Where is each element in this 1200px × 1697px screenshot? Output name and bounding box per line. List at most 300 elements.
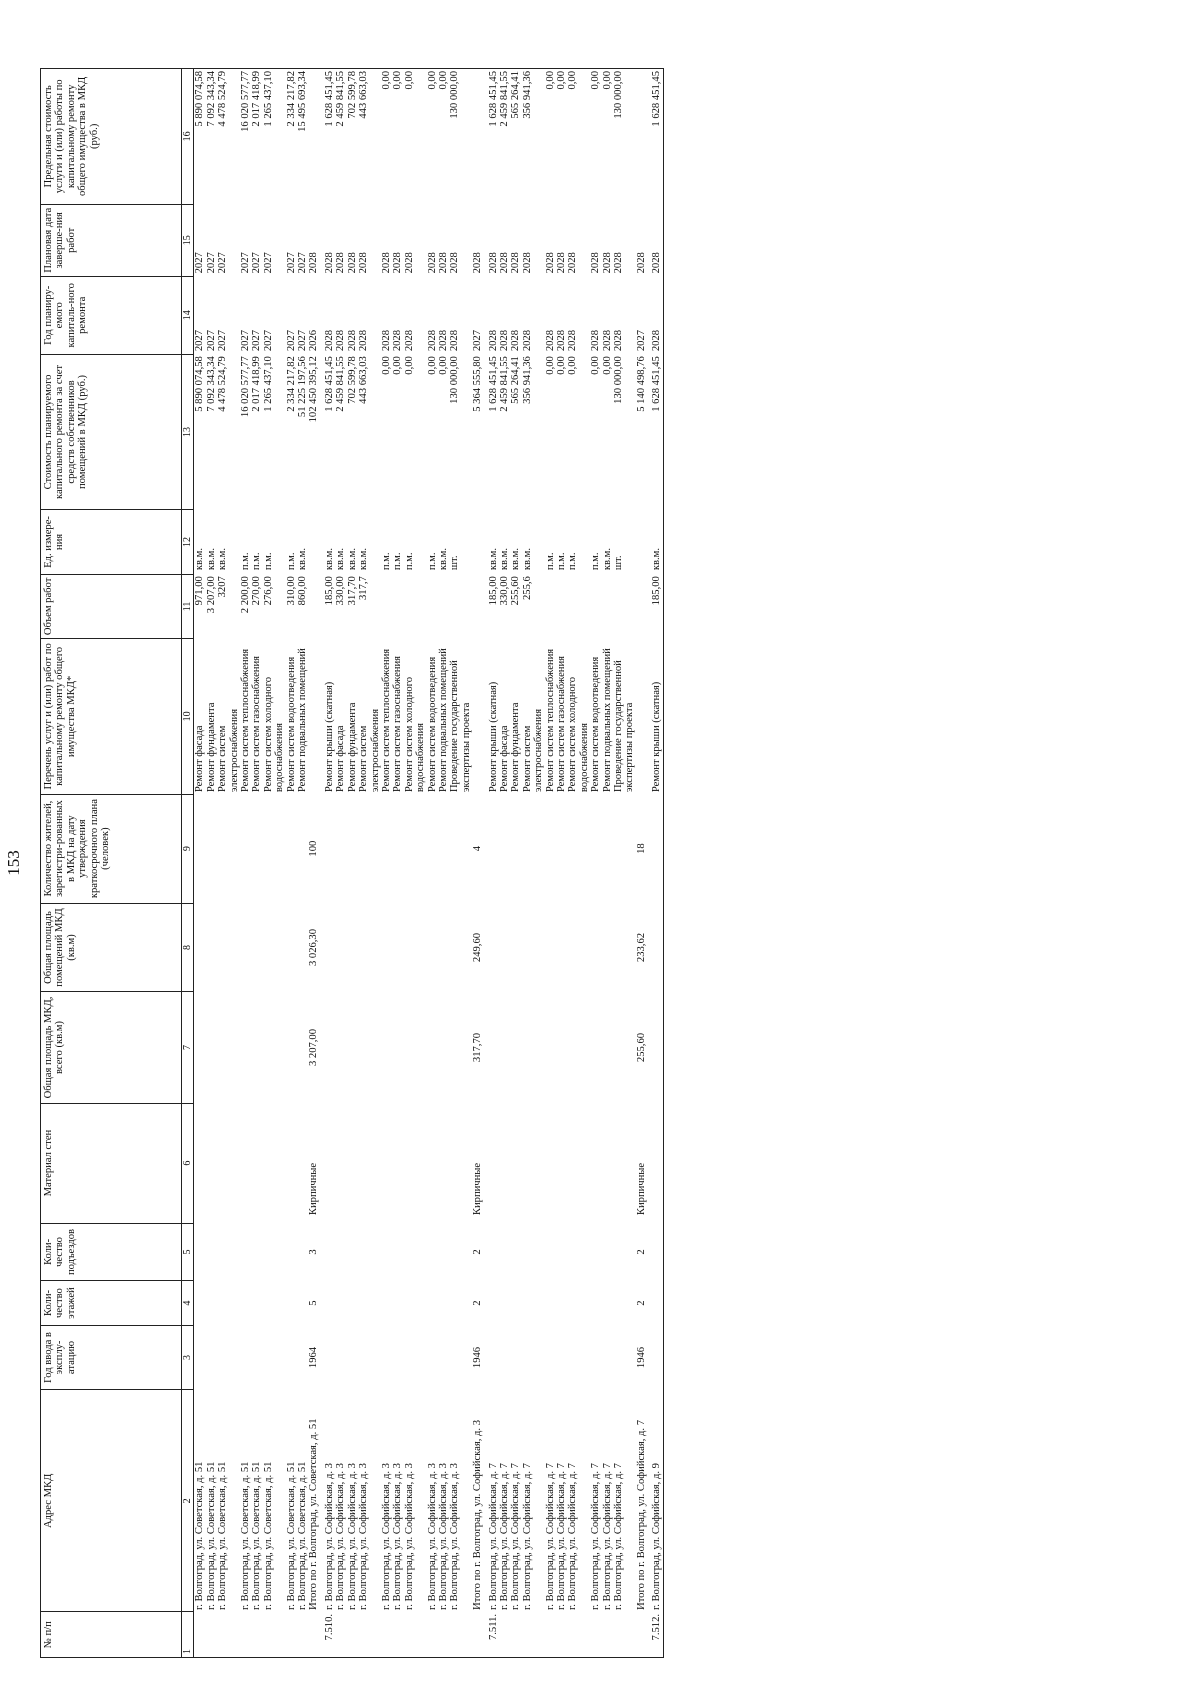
cell-col-4: [240, 1281, 251, 1325]
cell-col-11: 255,60: [510, 576, 522, 606]
cell-col-2: г. Волгоград, ул. Софийская, д. 3: [449, 1463, 461, 1610]
cell-col-13: 2 334 217,82: [285, 356, 297, 412]
cell-col-1: 7.510.: [324, 1612, 335, 1658]
cell-col-13: 102 450 395,12: [308, 356, 320, 423]
cell-col-9: [522, 794, 545, 903]
cell-col-6: [358, 1103, 381, 1223]
cell-col-16: [636, 69, 647, 205]
cell-col-11: [567, 574, 590, 638]
cell-col-5: [206, 1223, 217, 1281]
cell-col-11: [556, 574, 567, 638]
cell-col-6: [556, 1103, 567, 1223]
cell-col-1: [556, 1612, 567, 1658]
cell-col-10: [472, 639, 483, 795]
column-header-9: Количество жителей, зарегистри-рованных в МКД на дату утверждения краткосрочного плана (человек): [41, 794, 182, 903]
cell-col-11: [636, 574, 647, 638]
cell-col-11: 185,00: [487, 576, 499, 606]
cell-col-5: [324, 1223, 335, 1281]
cell-col-10: Ремонт систем холодного водоснабжения: [567, 676, 590, 793]
cell-col-7: [381, 992, 392, 1103]
cell-col-5: [347, 1223, 358, 1281]
cell-col-1: [251, 1612, 262, 1658]
cell-col-7: [251, 992, 262, 1103]
cell-col-9: [510, 794, 521, 903]
cell-col-8: [206, 903, 217, 992]
cell-col-5: [297, 1223, 308, 1281]
cell-col-16: 0,00: [392, 69, 403, 205]
cell-col-1: [472, 1612, 483, 1658]
cell-col-8: [347, 903, 358, 992]
cell-col-11: [545, 574, 556, 638]
cell-col-13: 0,00: [403, 356, 415, 375]
cell-col-16: 16 020 577,77: [240, 69, 251, 205]
column-number-14: 14: [182, 276, 194, 354]
cell-col-5: [613, 1223, 636, 1281]
cell-col-14: 2028: [601, 329, 613, 352]
cell-col-6: [488, 1103, 499, 1223]
cell-col-6: [522, 1103, 545, 1223]
cell-col-11: [590, 574, 601, 638]
cell-col-1: [194, 1612, 206, 1658]
cell-col-10: Ремонт систем водоотведения: [590, 656, 602, 793]
cell-col-14: 2028: [392, 329, 404, 352]
cell-col-3: [381, 1325, 392, 1389]
cell-col-11: 330,00: [498, 576, 510, 606]
cell-col-16: 5 890 074,58: [194, 69, 206, 205]
cell-col-8: [488, 903, 499, 992]
cell-col-6: Кирпичные: [635, 1162, 647, 1216]
rotated-page: [2, 33, 1192, 1693]
cell-col-6: [347, 1103, 358, 1223]
cell-col-5: [404, 1223, 427, 1281]
cell-col-12: кв.м.: [358, 548, 370, 571]
cell-col-15: 2028: [437, 252, 449, 274]
cell-col-9: [545, 794, 556, 903]
cell-col-11: [404, 574, 427, 638]
cell-col-14: 2028: [510, 329, 522, 352]
cell-col-15: 2028: [346, 252, 358, 274]
cell-col-3: [324, 1325, 335, 1389]
cell-col-1: [510, 1612, 521, 1658]
cell-col-4: [381, 1281, 392, 1325]
cell-col-10: Ремонт фасада: [498, 725, 510, 793]
cell-col-13: 0,00: [426, 356, 438, 375]
cell-col-8: [602, 903, 613, 992]
cell-col-12: п.м.: [403, 552, 415, 571]
cell-col-13: 0,00: [392, 356, 404, 375]
cell-col-15: 2028: [613, 252, 625, 274]
cell-col-2: г. Волгоград, ул. Советская, д. 51: [285, 1461, 297, 1610]
cell-col-13: 0,00: [601, 356, 613, 375]
cell-col-11: 185,00: [323, 576, 335, 606]
cell-col-16: 443 663,03: [358, 69, 381, 205]
column-header-7: Общая площадь МКД, всего (кв.м): [41, 992, 182, 1103]
cell-col-9: [427, 794, 438, 903]
page-number: 153: [4, 850, 23, 876]
cell-col-6: [251, 1103, 262, 1223]
cell-col-4: 2: [635, 1300, 647, 1306]
cell-col-1: [636, 1612, 647, 1658]
cell-col-7: [324, 992, 335, 1103]
cell-col-16: 2 459 841,55: [335, 69, 346, 205]
cell-col-5: [567, 1223, 590, 1281]
cell-col-6: Кирпичные: [472, 1162, 484, 1216]
cell-col-11: 276,00: [262, 576, 274, 606]
cell-col-13: 130 000,00: [449, 356, 461, 404]
cell-col-11: 310,00: [285, 576, 297, 606]
cell-col-4: [286, 1281, 297, 1325]
cell-col-6: [651, 1103, 663, 1223]
cell-col-13: 130 000,00: [613, 356, 625, 404]
table-row: [358, 69, 381, 1658]
cell-col-7: [427, 992, 438, 1103]
cell-col-2: г. Волгоград, ул. Советская, д. 51: [217, 1461, 229, 1610]
cell-col-16: 0,00: [438, 69, 449, 205]
cell-col-9: [240, 794, 251, 903]
cell-col-4: [651, 1281, 663, 1325]
cell-col-9: [651, 794, 663, 903]
cell-col-14: 2028: [437, 329, 449, 352]
column-number-13: 13: [182, 354, 194, 510]
cell-col-4: [449, 1281, 472, 1325]
cell-col-6: [240, 1103, 251, 1223]
cell-col-8: [263, 903, 286, 992]
cell-col-10: Проведение государственной экспертизы проекта: [613, 660, 636, 793]
cell-col-10: Ремонт систем холодного водоснабжения: [262, 676, 286, 793]
column-header-12: Ед. измере-ния: [41, 510, 182, 574]
cell-col-12: шт.: [613, 555, 625, 571]
cell-col-2: г. Волгоград, ул. Софийская, д. 7: [521, 1463, 533, 1610]
table-row: [545, 69, 556, 1658]
cell-col-10: Ремонт фундамента: [205, 702, 217, 793]
cell-col-13: 5 890 074,58: [194, 356, 206, 412]
cell-col-3: [567, 1325, 590, 1389]
cell-col-6: [381, 1103, 392, 1223]
cell-col-2: Итого по г. Волгоград, ул. Софийская, д. 3: [472, 1419, 484, 1610]
cell-col-3: [510, 1325, 521, 1389]
cell-col-15: 2028: [403, 252, 415, 274]
cell-col-3: [556, 1325, 567, 1389]
cell-col-3: [286, 1325, 297, 1389]
table-body: [194, 69, 663, 1658]
cell-col-13: 565 264,41: [510, 356, 522, 404]
cell-col-14: 2028: [556, 329, 567, 352]
cell-col-12: [636, 510, 647, 574]
cell-col-8: [251, 903, 262, 992]
cell-col-1: [263, 1612, 286, 1658]
cell-col-2: г. Волгоград, ул. Софийская, д. 7: [601, 1463, 613, 1610]
cell-col-16: 0,00: [556, 69, 567, 205]
header-row: [41, 69, 182, 1658]
column-number-15: 15: [182, 204, 194, 276]
cell-col-5: [438, 1223, 449, 1281]
cell-col-9: [263, 794, 286, 903]
cell-col-5: 2: [472, 1249, 484, 1255]
cell-col-13: 7 092 343,34: [205, 356, 217, 412]
cell-col-10: [308, 639, 319, 795]
cell-col-14: 2028: [449, 329, 461, 352]
cell-col-15: 2028: [308, 252, 320, 274]
cell-col-3: [404, 1325, 427, 1389]
cell-col-3: [240, 1325, 251, 1389]
table-row: [567, 69, 590, 1658]
cell-col-13: 16 020 577,77: [240, 356, 252, 418]
cell-col-2: г. Волгоград, ул. Софийская, д. 7: [498, 1463, 510, 1610]
column-number-12: 12: [182, 510, 194, 574]
cell-col-15: 2028: [426, 252, 438, 274]
cell-col-5: [240, 1223, 251, 1281]
cell-col-9: [438, 794, 449, 903]
cell-col-15: 2027: [262, 252, 274, 274]
cell-col-14: 2028: [487, 329, 499, 352]
cell-col-10: Ремонт подвальных помещений: [437, 648, 449, 793]
column-number-4: 4: [182, 1281, 194, 1325]
cell-col-2: г. Волгоград, ул. Софийская, д. 3: [392, 1463, 404, 1610]
column-number-2: 2: [182, 1390, 194, 1612]
cell-col-7: [358, 992, 381, 1103]
cell-col-4: 5: [308, 1300, 320, 1306]
cell-col-1: [404, 1612, 427, 1658]
cell-col-13: 356 941,36: [521, 356, 533, 404]
cell-col-7: [286, 992, 297, 1103]
cell-col-6: [335, 1103, 346, 1223]
cell-col-6: [206, 1103, 217, 1223]
cell-col-15: 2028: [601, 252, 613, 274]
cell-col-9: [392, 794, 403, 903]
cell-col-8: [194, 903, 206, 992]
cell-col-1: [449, 1612, 472, 1658]
cell-col-4: [347, 1281, 358, 1325]
cell-col-9: [567, 794, 590, 903]
cell-col-16: 4 478 524,79: [217, 69, 240, 205]
cell-col-3: [251, 1325, 262, 1389]
table-row: [381, 69, 392, 1658]
table-row: [602, 69, 613, 1658]
cell-col-14: 2027: [262, 329, 274, 352]
cell-col-1: [358, 1612, 381, 1658]
cell-col-1: [217, 1612, 240, 1658]
cell-col-5: [427, 1223, 438, 1281]
cell-col-1: [286, 1612, 297, 1658]
cell-col-15: 2028: [556, 252, 567, 274]
cell-col-14: 2028: [651, 276, 663, 354]
cell-col-9: [602, 794, 613, 903]
cell-col-11: 255,6: [521, 576, 533, 601]
table-row: [499, 69, 510, 1658]
cell-col-8: 249,60: [472, 932, 484, 963]
cell-col-13: 0,00: [556, 356, 567, 375]
cell-col-16: 130 000,00: [613, 69, 636, 205]
cell-col-1: [335, 1612, 346, 1658]
cell-col-6: [613, 1103, 636, 1223]
cell-col-7: [194, 992, 206, 1103]
cell-col-8: [567, 903, 590, 992]
column-header-10: Перечень услуг и (или) работ по капитальному ремонту общего имущества МКД*: [41, 639, 182, 795]
cell-col-14: 2027: [194, 329, 206, 352]
cell-col-6: [286, 1103, 297, 1223]
cell-col-14: 2028: [346, 329, 358, 352]
cell-col-1: [590, 1612, 601, 1658]
column-header-3: Год ввода в эксплу-атацию: [41, 1325, 182, 1389]
column-number-5: 5: [182, 1223, 194, 1281]
cell-col-5: [590, 1223, 601, 1281]
cell-col-8: [392, 903, 403, 992]
cell-col-10: Ремонт крыши (скатная): [651, 639, 663, 795]
cell-col-6: [217, 1103, 240, 1223]
cell-col-12: кв.м.: [335, 548, 347, 571]
cell-col-8: [335, 903, 346, 992]
cell-col-4: [488, 1281, 499, 1325]
cell-col-2: г. Волгоград, ул. Софийская, д. 3: [437, 1463, 449, 1610]
cell-col-1: [613, 1612, 636, 1658]
cell-col-6: [438, 1103, 449, 1223]
column-number-10: 10: [182, 639, 194, 795]
cell-col-14: 2028: [335, 329, 347, 352]
cell-col-15: 2028: [635, 252, 647, 274]
cell-col-6: Кирпичные: [308, 1162, 320, 1216]
cell-col-7: [240, 992, 251, 1103]
cell-col-9: 18: [635, 843, 647, 854]
cell-col-15: 2028: [335, 252, 347, 274]
cell-col-1: [206, 1612, 217, 1658]
cell-col-11: 860,00: [297, 576, 309, 606]
cell-col-4: [251, 1281, 262, 1325]
cell-col-7: 3 207,00: [308, 1028, 320, 1067]
cell-col-11: 185,00: [651, 574, 663, 638]
column-header-8: Общая площадь помещений МКД (кв.м): [41, 903, 182, 992]
cell-col-5: [358, 1223, 381, 1281]
column-number-11: 11: [182, 574, 194, 638]
column-number-6: 6: [182, 1103, 194, 1223]
table-row: [590, 69, 601, 1658]
cell-col-5: [556, 1223, 567, 1281]
total-row: [636, 69, 647, 1658]
cell-col-5: [499, 1223, 510, 1281]
cell-col-15: 2028: [544, 252, 556, 274]
cell-col-3: [651, 1325, 663, 1389]
cell-col-9: [217, 794, 240, 903]
cell-col-13: 1 628 451,45: [323, 356, 335, 412]
table-row: [240, 69, 251, 1658]
cell-col-8: [522, 903, 545, 992]
cell-col-10: Ремонт систем электроснабжения: [521, 708, 545, 793]
cell-col-5: [251, 1223, 262, 1281]
cell-col-9: [251, 794, 262, 903]
cell-col-1: [567, 1612, 590, 1658]
cell-col-14: 2028: [498, 329, 510, 352]
cell-col-9: [347, 794, 358, 903]
cell-col-5: [335, 1223, 346, 1281]
cell-col-3: [347, 1325, 358, 1389]
cell-col-14: 2028: [521, 329, 533, 352]
column-header-13: Стоимость планируемого капитального ремонта за счет средств собственников помещений в МКД (руб.): [41, 354, 182, 510]
cell-col-15: 2027: [251, 252, 263, 274]
cell-col-12: п.м.: [426, 552, 438, 571]
cell-col-11: [602, 574, 613, 638]
cell-col-8: [590, 903, 601, 992]
cell-col-3: [194, 1325, 206, 1389]
cell-col-2: г. Волгоград, ул. Софийская, д. 3: [346, 1463, 358, 1610]
cell-col-9: [449, 794, 472, 903]
cell-col-14: 2027: [635, 329, 647, 352]
cell-col-12: п.м.: [392, 552, 404, 571]
cell-col-14: 2027: [205, 329, 217, 352]
cell-col-11: 971,00: [194, 576, 206, 606]
cell-col-14: 2028: [613, 329, 625, 352]
table-row: [449, 69, 472, 1658]
table-row: [613, 69, 636, 1658]
cell-col-7: [651, 992, 663, 1103]
cell-col-15: 2028: [510, 252, 522, 274]
cell-col-5: 3: [308, 1249, 320, 1255]
cell-col-12: п.м.: [251, 552, 263, 571]
cell-col-3: [217, 1325, 240, 1389]
cell-col-6: [427, 1103, 438, 1223]
total-row: [472, 69, 483, 1658]
cell-col-16: 2 334 217,82: [286, 69, 297, 205]
cell-col-11: [308, 574, 319, 638]
cell-col-2: г. Волгоград, ул. Советская, д. 51: [297, 1461, 309, 1610]
cell-col-3: [613, 1325, 636, 1389]
cell-col-4: [590, 1281, 601, 1325]
cell-col-2: г. Волгоград, ул. Советская, д. 51: [251, 1461, 263, 1610]
table-row: [438, 69, 449, 1658]
cell-col-1: [545, 1612, 556, 1658]
cell-col-14: 2027: [217, 329, 229, 352]
cell-col-3: [297, 1325, 308, 1389]
table-row: [651, 69, 663, 1658]
cell-col-9: [206, 794, 217, 903]
cell-col-2: г. Волгоград, ул. Советская, д. 51: [262, 1461, 274, 1610]
cell-col-3: [602, 1325, 613, 1389]
cell-col-4: [206, 1281, 217, 1325]
cell-col-13: 5 140 498,76: [635, 356, 647, 412]
cell-col-3: [499, 1325, 510, 1389]
cell-col-16: [308, 69, 319, 205]
cell-col-3: [392, 1325, 403, 1389]
cell-col-16: [472, 69, 483, 205]
cell-col-5: [651, 1223, 663, 1281]
cell-col-10: Ремонт крыши (скатная): [323, 681, 335, 793]
cell-col-1: [308, 1612, 319, 1658]
cell-col-10: Ремонт фундамента: [346, 702, 358, 793]
cell-col-1: 7.511.: [488, 1612, 499, 1658]
cell-col-15: 2028: [498, 252, 510, 274]
table-row: [297, 69, 308, 1658]
cell-col-15: 2027: [240, 252, 252, 274]
column-number-16: 16: [182, 69, 194, 205]
cell-col-15: 2028: [358, 252, 370, 274]
cell-col-2: г. Волгоград, ул. Софийская, д. 3: [426, 1463, 438, 1610]
cell-col-8: [217, 903, 240, 992]
cell-col-12: п.м.: [240, 552, 252, 571]
cell-col-12: кв.м.: [651, 510, 663, 574]
cell-col-10: Ремонт подвальных помещений: [297, 648, 309, 793]
cell-col-12: п.м.: [567, 552, 579, 571]
cell-col-14: 2027: [285, 329, 297, 352]
cell-col-10: [636, 639, 647, 795]
cell-col-6: [194, 1103, 206, 1223]
cell-col-5: [488, 1223, 499, 1281]
cell-col-12: кв.м.: [510, 548, 522, 571]
cell-col-5: [217, 1223, 240, 1281]
cell-col-7: [438, 992, 449, 1103]
cell-col-1: [499, 1612, 510, 1658]
cell-col-6: [324, 1103, 335, 1223]
cell-col-8: [499, 903, 510, 992]
cell-col-6: [392, 1103, 403, 1223]
cell-col-9: [358, 794, 381, 903]
